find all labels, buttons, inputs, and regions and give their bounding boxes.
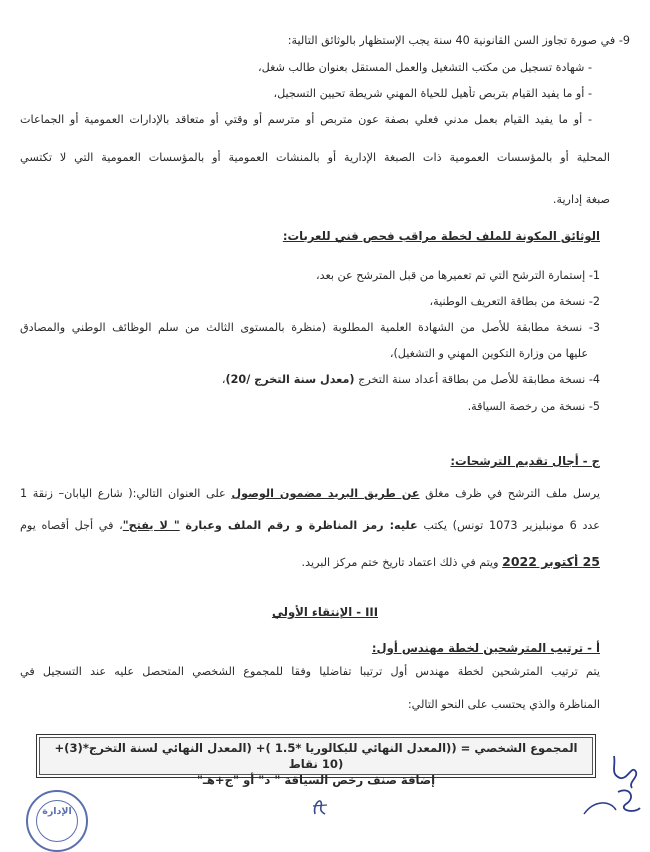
- formula-line-1: المجموع الشخصي = ((المعدل النهائي للبكالوريا *1.5 )+ (المعدل النهائي لسنة التخرج*(3)+ (10 نقاط: [54, 741, 578, 771]
- section9-bullet-2: - أو ما يفيد القيام بتربص تأهيل للحياة المهني شريطة تحيين التسجيل،: [273, 87, 592, 100]
- official-stamp: [26, 790, 88, 852]
- deadlines-text-1a: يرسل ملف الترشح في ظرف مغلق: [425, 487, 600, 500]
- deadlines-paragraph-line-3: [20, 554, 600, 571]
- deadlines-paragraph-line-1: [20, 486, 600, 502]
- deadlines-registered-mail: عن طريق البريد مضمون الوصول: [231, 487, 420, 500]
- documents-item-4-bold: (معدل سنة التخرج /20): [225, 373, 355, 386]
- documents-item-2: 2- نسخة من بطاقة التعريف الوطنية،: [429, 295, 600, 308]
- deadlines-bold-2a: عليه: رمز المناظرة و رقم الملف وعبارة: [185, 519, 418, 532]
- score-formula-box: [36, 734, 596, 787]
- stamp-text: الإدارة: [42, 806, 72, 817]
- documents-item-3: 3- نسخة مطابقة للأصل من الشهادة العلمية المطلوبة (منظرة بالمستوى الثالث من سلم الوظائف الوطني والمصادق: [20, 321, 600, 334]
- deadline-date: 25 أكتوبر 2022: [502, 554, 600, 569]
- selection-paragraph-2: المناظرة والذي يحتسب على النحو التالي:: [407, 698, 600, 711]
- section9-bullet-3-end: صبغة إدارية.: [552, 193, 610, 206]
- deadlines-do-not-open: " لا يفتح": [122, 519, 180, 532]
- signature-initials-center: [305, 796, 335, 816]
- documents-item-5: 5- نسخة من رخصة السياقة.: [467, 400, 600, 413]
- section9-bullet-3: - أو ما يفيد القيام بعمل مدني فعلي بصفة عون متربص أو مترسم أو وقتي أو متعاقد بالإدارات العمومية أو الجماعات: [20, 113, 592, 126]
- documents-heading: الوثائق المكونة للملف لخطة مراقب فحص فني للعربات:: [282, 229, 600, 243]
- documents-item-3-continued: عليها من وزارة التكوين المهني و التشغيل)،: [389, 347, 588, 360]
- documents-item-4-tail: ،: [221, 373, 226, 386]
- selection-paragraph-1: يتم ترتيب المترشحين لخطة مهندس أول ترتيبا تفاضليا وفقا للمجموع الشخصي المتحصل عليه عند التسجيل في: [20, 665, 600, 678]
- deadlines-text-2a: عدد 6 مونبليزير 1073 تونس) يكتب: [423, 519, 600, 532]
- documents-item-4-text: 4- نسخة مطابقة للأصل من بطاقة أعداد سنة التخرج: [358, 373, 600, 386]
- deadlines-text-3: ويتم في ذلك اعتماد تاريخ ختم مركز البريد.: [301, 556, 499, 569]
- deadlines-paragraph-line-2: [20, 518, 600, 534]
- section9-bullet-3-continued: المحلية أو بالمؤسسات العمومية ذات الصبغة الإدارية أو بالمنشات العمومية أو بالمؤسسات العمومية التي لا تكتسي: [20, 151, 610, 164]
- selection-heading: III - الإنتقاء الأولي: [271, 605, 379, 619]
- section9-intro: 9- في صورة تجاوز السن القانونية 40 سنة يجب الإستظهار بالوثائق التالية:: [287, 34, 630, 47]
- documents-item-1: 1- إستمارة الترشح التي تم تعميرها من قبل المترشح عن بعد،: [315, 269, 600, 282]
- deadlines-heading: ج - أجال تقديم الترشحات:: [450, 454, 600, 468]
- deadlines-text-2b: ، في أجل أقصاه يوم: [20, 519, 123, 532]
- signature-loop-right: [580, 798, 620, 816]
- selection-subheading: أ - ترتيب المترشحين لخطة مهندس أول:: [371, 641, 600, 655]
- deadlines-text-1b: على العنوان التالي:( شارع اليابان– زنقة 1: [20, 487, 226, 500]
- formula-line-2: إضافة صنف رخص السياقة " د" أو "ج+هـ": [196, 773, 436, 787]
- section9-bullet-1: - شهادة تسجيل من مكتب التشغيل والعمل المستقل بعنوان طالب شغل،: [258, 61, 592, 74]
- documents-item-4: [20, 372, 600, 388]
